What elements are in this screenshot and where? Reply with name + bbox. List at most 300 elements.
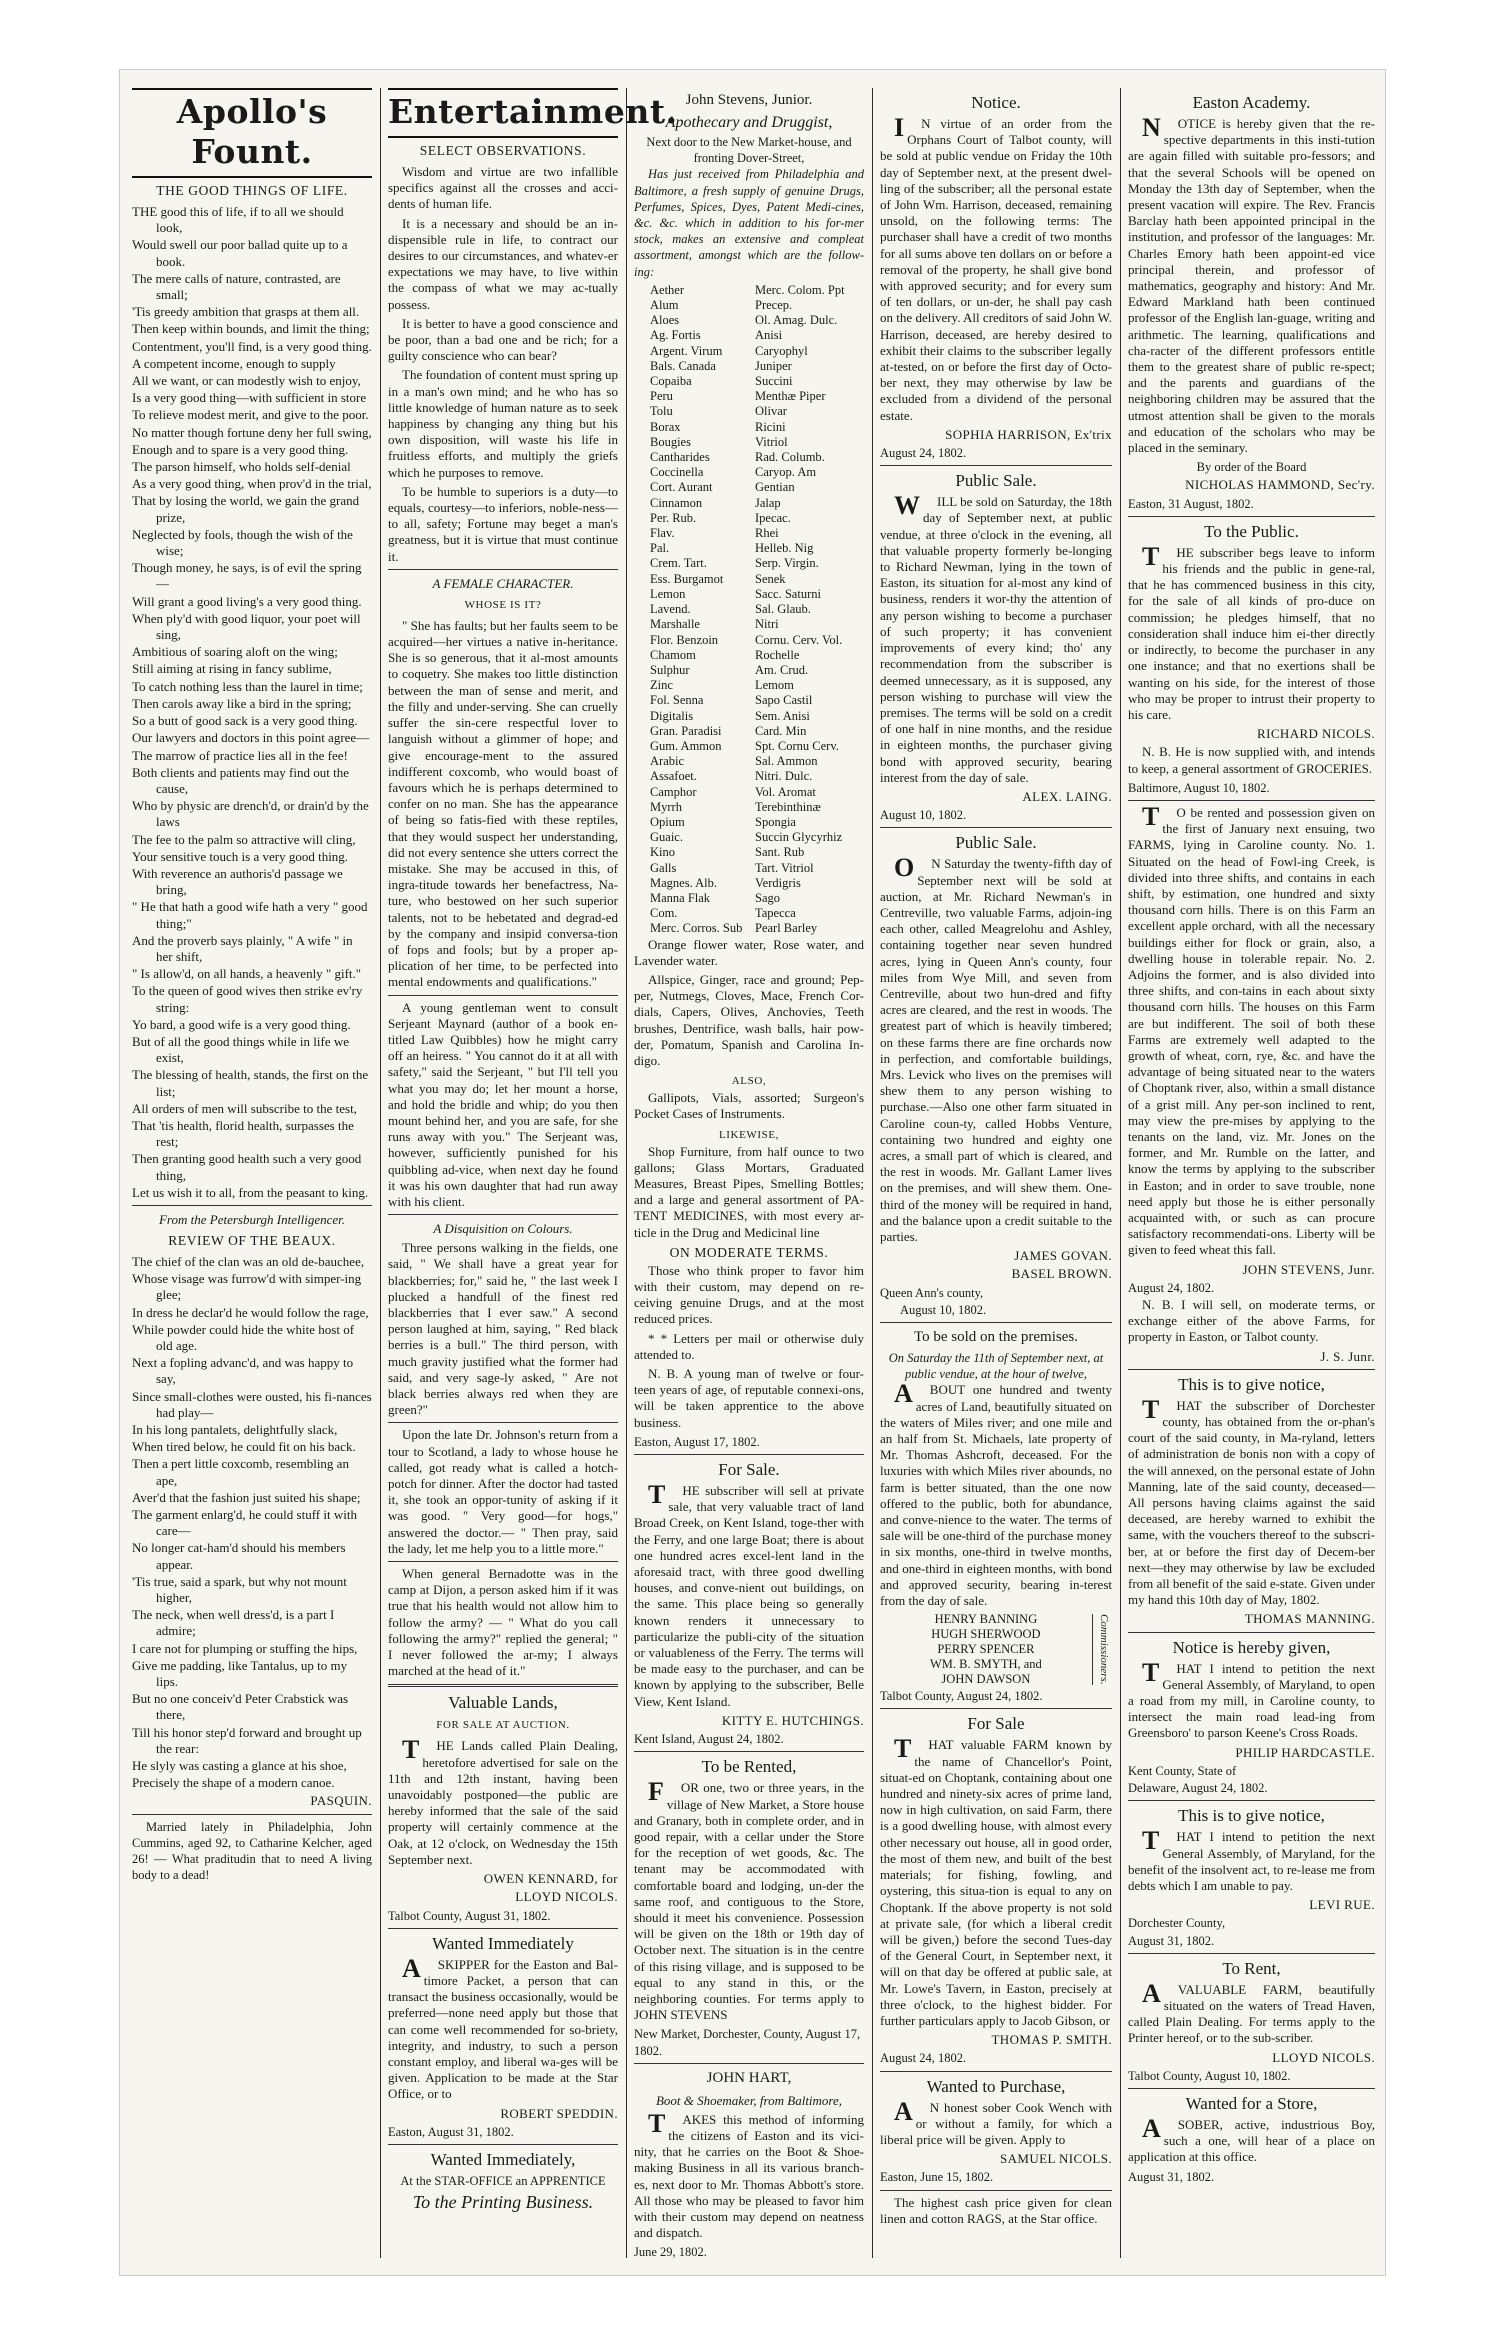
dateline: Easton, August 31, 1802. bbox=[388, 2124, 514, 2139]
drug-item: Rhei bbox=[755, 526, 779, 541]
drug-item: Sago bbox=[755, 890, 780, 905]
drug-item: Jalap bbox=[755, 495, 781, 510]
drug-item: Sacc. Saturni bbox=[755, 586, 821, 601]
ad-body: IN virtue of an order from the Orphans Court of Talbot county, will be sold at public vendue on Friday the 10th day of September next, at the present dwel-ling of the subscriber; all the personal estate of John Wm. Harrison, deceased, remaining unsold, on the following terms: The purchaser shall have a credit of two months for all sums above ten dollars on or before a removal of the property, he shall give bond with approved security; and for every sum of ten dollars, or un-der, he shall pay cash on the delivery. All creditors of said John W. Harrison, deceased, are hereby desired to exhibit their claims to the subscriber legally at-tested, on or before the first day of Octo-ber next, they may otherwise by law be excluded from a dividend of the personal estate. bbox=[880, 113, 1112, 423]
divider bbox=[634, 1454, 864, 1455]
ad-body: ASKIPPER for the Easton and Bal-timore Packet, a person that can transact the business occasionally, would be preferred—none need apply but those that can come well recommended for so-briety, integrity, and industry, to such a person constant employ, and liberal wa-ges will be given. Application to be made at the Star Office, or to bbox=[388, 1953, 618, 2102]
drug-item: Ipecac. bbox=[755, 510, 791, 525]
ad-title: To be sold on the premises. bbox=[914, 1329, 1078, 1346]
poem-line: As a very good thing, when prov'd in the trial, bbox=[132, 476, 372, 492]
drug-item: Com. bbox=[650, 906, 678, 921]
ad-title: To be Rented, bbox=[701, 1757, 797, 1777]
drug-item: Vitriol bbox=[755, 434, 788, 449]
commissioners-label: Commissioners. bbox=[1092, 1614, 1112, 1685]
divider bbox=[634, 1751, 864, 1752]
dateline: New Market, Dorchester, County, August 17, 1802. bbox=[634, 2027, 861, 2058]
ad-title: This is to give notice, bbox=[1178, 1806, 1325, 1826]
masthead-entertainment: Entertainment. bbox=[388, 88, 618, 138]
dateline: August 31, 1802. bbox=[1128, 1933, 1215, 1948]
drug-item: Sem. Anisi bbox=[755, 708, 810, 723]
drug-item: Gentian bbox=[755, 480, 795, 495]
divider bbox=[1128, 1953, 1375, 1954]
drug-item: Nitri bbox=[755, 617, 779, 632]
ad-body: THE subscriber begs leave to inform his friends and the public in gene-ral, that he has commenced business in this city, for the sale of all kinds of pro-duce on commission; he pledges himself, that no consideration shall induce him ei-ther directly or indirectly, to become the purchaser in any one instance; and that no exertions shall be wanting on his side, for the interest of those who may be proper to intrust their property to his care. bbox=[1128, 541, 1375, 722]
poem-line: The blessing of health, stands, the first on the list; bbox=[132, 1067, 369, 1099]
commissioner-name: HUGH SHERWOOD bbox=[931, 1627, 1041, 1642]
paragraph: It is a necessary and should be an in-dispensible rule in life, to contract our desires to our circumstances, and whatev-er expectations we may have, to live within the compass of what we may ac-tually possess. bbox=[388, 215, 618, 312]
paragraph: N. B. He is now supplied with, and intends to keep, a general assortment of GROCERIES. bbox=[1128, 744, 1375, 776]
signature: RICHARD NICOLS. bbox=[1257, 726, 1375, 742]
drug-item: Assafoet. bbox=[650, 769, 697, 784]
divider bbox=[388, 2144, 618, 2145]
drug-item: Rad. Columb. bbox=[755, 450, 825, 465]
signature: ROBERT SPEDDIN. bbox=[500, 2105, 618, 2121]
divider bbox=[880, 2071, 1112, 2072]
divider bbox=[880, 1322, 1112, 1323]
drug-item: Ol. Amag. Dulc. bbox=[755, 313, 838, 328]
drug-item: Sal. Glaub. bbox=[755, 602, 811, 617]
drug-list-left bbox=[634, 283, 749, 937]
drug-item: Zinc bbox=[650, 678, 673, 693]
drug-item: Gum. Ammon bbox=[650, 738, 722, 753]
poem-line: But of all the good things while in life we exist, bbox=[132, 1033, 349, 1066]
drug-item: Tolu bbox=[650, 404, 673, 419]
divider bbox=[880, 465, 1112, 466]
marriage-notice: Married lately in Philadelphia, John Cummins, aged 92, to Catharine Kelcher, aged 26! — What praditudin that to need A living body to a dead! bbox=[132, 1819, 372, 1883]
poem-line: Next a fopling advanc'd, and was happy to say, bbox=[132, 1355, 354, 1387]
subheading: ON MODERATE TERMS. bbox=[669, 1244, 829, 1260]
dateline: Easton, August 17, 1802. bbox=[634, 1434, 760, 1449]
address-line: fronting Dover-Street, bbox=[693, 151, 805, 166]
signature: PASQUIN. bbox=[310, 1793, 372, 1809]
drug-item: Argent. Virum bbox=[650, 343, 723, 358]
poem-line: Your sensitive touch is a very good thing. bbox=[132, 848, 349, 864]
drug-item: Senek bbox=[755, 571, 786, 586]
review-poem bbox=[132, 1254, 372, 1792]
paragraph: The foundation of content must spring up in a man's own mind; and he who has so little knowledge of human nature as to seek happiness by changing any thing but his own disposition, will waste his life in fruitless efforts, and multiply the griefs which he purposes to remove. bbox=[388, 367, 618, 480]
drug-item: Am. Crud. bbox=[755, 662, 809, 677]
drug-item: Pal. bbox=[650, 541, 670, 556]
commissioner-name: PERRY SPENCER bbox=[937, 1642, 1035, 1657]
poem-line: That 'tis health, florid health, surpasses the rest; bbox=[132, 1117, 354, 1150]
drug-item: Caryop. Am bbox=[755, 465, 817, 480]
commissioner-name: WM. B. SMYTH, and bbox=[929, 1657, 1042, 1672]
drug-item: Precep. bbox=[755, 298, 793, 313]
ad-body: THE subscriber will sell at private sale, that very valuable tract of land Broad Creek, on Kent Island, toge-ther with the Ferry, and one large Boat; there is about one hundred acres excel-lent land in the aforesaid tract, with three good dwelling houses, and conve-nient out buildings, on the same. This place being so generally known renders it unnecessary to particularize the publi-city of the situation or valuableness of the Ferry. The terms will be made easy to the purchaser, and can be known by applying to the subscriber, Belle View, Kent Island. bbox=[634, 1480, 864, 1709]
drug-item: Cornu. Cerv. Vol. bbox=[755, 632, 843, 647]
poem-line: To the queen of good wives then strike ev'ry string: bbox=[132, 983, 363, 1015]
subheading: LIKEWISE, bbox=[718, 1128, 780, 1141]
poem-line: Contentment, you'll find, is a very good thing. bbox=[132, 338, 372, 354]
signature: THOMAS P. SMITH. bbox=[991, 2032, 1112, 2048]
ad-body: ON Saturday the twenty-fifth day of September next will be sold at auction, at Mr. Richard Newman's in Centreville, two valuable Farms, adjoin-ing each other, called Meagrelohu and Ashley, containing together near seven hundred acres, lying in Queen Ann's county, four miles from Wye Mill, and seven from Centreville, about two hun-dred and fifty acres are cleared, and the rest in woods. The greatest part of which is heavily timbered; on these farms there are fine orchards now in perfection, and comfortable buildings, Mrs. Levick who lives on the premises will shew them to any person wishing to purchase.—Also one other farm situated in Caroline coun-ty, called Hobbs Venture, containing two hundred and eighty one acres, a small part of which is cleared, and the rest in woods. Mr. Gallant Lamer lives on the premises, and will shew them. One-third of the money will be required in hand, and the balance upon a credit suitable to the parties. bbox=[880, 853, 1112, 1244]
signature: PHILIP HARDCASTLE. bbox=[1235, 1744, 1375, 1760]
poem-line: Then keep within bounds, and limit the thing; bbox=[132, 321, 370, 337]
section-title: SELECT OBSERVATIONS. bbox=[419, 143, 587, 158]
poem-line: No longer cat-ham'd should his members appear. bbox=[132, 1540, 346, 1572]
ad-body: AN honest sober Cook Wench with or without a family, for which a liberal price will be given. Apply to bbox=[880, 2096, 1112, 2147]
divider bbox=[132, 1814, 372, 1815]
paragraph: N. B. A young man of twelve or four-teen years of age, of reputable connexi-ons, will be taken apprentice to the above business. bbox=[634, 1366, 864, 1430]
dateline: August 31, 1802. bbox=[1128, 2169, 1215, 2184]
ad-body: THAT I intend to petition the next General Assembly, of Maryland, to open a road from my mill, in Caroline county, to intersect the main road lead-ing from Greensboro' to parson Keene's Cross Roads. bbox=[1128, 1657, 1375, 1741]
poem-line: I care not for plumping or stuffing the hips, bbox=[132, 1640, 358, 1656]
ad-body: FOR one, two or three years, in the village of New Market, a Store house and Granary, both in complete order, and in good repair, with a cellar under the Store for the reception of wet goods, &c. The tenant may be accommodated with comfortable board and lodging, un-der the same roof, and contiguous to the Store, should it meet his convenience. Possession will be given on the 18th or 19th day of October next. The situation is in the centre of this rising village, and is supposed to be equal to any stand in this, or the neighboring counties. For terms apply to JOHN STEVENS bbox=[634, 1777, 864, 2023]
ad-subtitle: On Saturday the 11th of September next, at public vendue, at the hour of twelve, bbox=[888, 1351, 1104, 1382]
poem-line: Would swell our poor ballad quite up to a book. bbox=[132, 237, 348, 269]
drug-item: Ag. Fortis bbox=[650, 328, 701, 343]
drug-item: Cinnamon bbox=[650, 495, 703, 510]
paragraph: A young gentleman went to consult Serjeant Maynard (author of a book en-titled Law Quibbles) how he might carry off an heiress. " You cannot do it at all with safety," said the Serjeant, " but I'll tell you what you may do; let her mount a horse, and hold the bridle and whip; do you then mount behind her, and you are safe, for she runs away with you." The Serjeant was, however, sufficiently punished for his quibbling ad-vice, when next day he found it was his own daughter that had run away with his client. bbox=[388, 999, 618, 1209]
dateline: Easton, 31 August, 1802. bbox=[1128, 496, 1254, 511]
drug-item: Sant. Rub bbox=[755, 845, 805, 860]
poem-line: He slyly was casting a glance at his shoe, bbox=[132, 1758, 347, 1774]
drug-item: Borax bbox=[650, 419, 681, 434]
ad-title: Wanted for a Store, bbox=[1185, 2093, 1318, 2113]
signature: SOPHIA HARRISON, Ex'trix bbox=[945, 426, 1112, 442]
poem-line: Then granting good health such a very good thing, bbox=[132, 1151, 362, 1183]
drug-item: Merc. Corros. Sub bbox=[650, 921, 743, 936]
drug-item: Kino bbox=[650, 845, 675, 860]
poem-line: All we want, or can modestly wish to enjoy, bbox=[132, 373, 361, 389]
column-apothecary bbox=[634, 88, 864, 2258]
divider bbox=[634, 2063, 864, 2064]
poem-line: Ambitious of soaring aloft on the wing; bbox=[132, 644, 338, 660]
drug-item: Juniper bbox=[755, 358, 792, 373]
divider bbox=[388, 569, 618, 570]
drug-item: Chamom bbox=[650, 647, 696, 662]
ad-body: NOTICE is hereby given that the re-spective departments in this insti-tution are again filled with suitable pro-fessors; and that the several Schools will be opened on Monday the 13th day of September, when the present vacation will expire. The Rev. Francis Barclay hath been appointed principal in the institution, and professor of the languages: Mr. Charles Emory hath been appoint-ed vice principal therein, and professor of mathematics, geography and history: And Mr. Edward Markland hath been continued professor of the English lan-guage, writing and arithmetic. The learning, qualifications and cha-racter of the different professors entitle them to the greatest share of public re-spect; and the parents and guardians of the neighboring children may be assured that the utmost attention shall be given to the morals and education of the scholars who may be placed in the seminary. bbox=[1128, 113, 1375, 456]
poem-line: So a butt of good sack is a very good thing. bbox=[132, 713, 358, 729]
drug-item: Nitri. Dulc. bbox=[755, 769, 813, 784]
commissioner-name: JOHN DAWSON bbox=[941, 1672, 1031, 1687]
poem-line: That by losing the world, we gain the grand prize, bbox=[132, 493, 360, 525]
drug-item: Merc. Colom. Ppt bbox=[755, 282, 845, 297]
poem-line: With reverence an authoris'd passage we bring, bbox=[132, 865, 343, 898]
dateline: Talbot County, August 24, 1802. bbox=[880, 1689, 1043, 1704]
ad-body: ASOBER, active, industrious Boy, such a one, will hear of a place on application at this office. bbox=[1128, 2113, 1375, 2165]
dateline: Talbot County, August 10, 1802. bbox=[1128, 2068, 1291, 2083]
commissioners-names bbox=[880, 1612, 1092, 1687]
drug-item: Lemom bbox=[755, 678, 794, 693]
paragraph: It is better to have a good conscience and be poor, than a bad one and be rich; for a guilty conscience who can bear? bbox=[388, 315, 618, 364]
subheading: ALSO, bbox=[731, 1075, 767, 1088]
drug-item: Aloes bbox=[650, 313, 680, 328]
divider bbox=[388, 995, 618, 996]
ad-title: Wanted to Purchase, bbox=[926, 2076, 1066, 2096]
poem-line: But no one conceiv'd Peter Crabstick was there, bbox=[132, 1691, 349, 1723]
drug-item: Tapecca bbox=[755, 906, 796, 921]
drug-item: Coccinella bbox=[650, 465, 704, 480]
signature: J. S. Junr. bbox=[1320, 1348, 1375, 1364]
ad-title: For Sale. bbox=[718, 1460, 780, 1480]
drug-item: Marshalle bbox=[650, 617, 700, 632]
ad-title: Valuable Lands, bbox=[448, 1693, 558, 1713]
ad-title: Wanted Immediately, bbox=[430, 2149, 576, 2169]
ad-title: Notice is hereby given, bbox=[1172, 1637, 1331, 1657]
drug-item: Rochelle bbox=[755, 647, 800, 662]
masthead-apollos-fount: Apollo's Fount. bbox=[132, 88, 372, 178]
poem-line: To relieve modest merit, and give to the poor. bbox=[132, 407, 369, 423]
ad-subtitle: Boot & Shoemaker, from Baltimore, bbox=[655, 2092, 843, 2108]
drug-item: Sulphur bbox=[650, 662, 690, 677]
ad-body: AVALUABLE FARM, beautifully situated on the waters of Tread Haven, called Plain Dealing. For terms apply to the Printer hereof, or to the sub-scriber. bbox=[1128, 1978, 1375, 2046]
poem-line: Then a pert little coxcomb, resembling an ape, bbox=[132, 1456, 349, 1488]
poem-line: Both clients and patients may find out the cause, bbox=[132, 764, 349, 796]
poem-line: Precisely the shape of a modern canoe. bbox=[132, 1775, 335, 1791]
drug-item: Succin Glycyrhiz bbox=[755, 830, 843, 845]
drug-item: Magnes. Alb. bbox=[650, 875, 718, 890]
poem-line: A competent income, enough to supply bbox=[132, 355, 336, 371]
column-rule bbox=[380, 88, 381, 2258]
ad-title: Easton Academy. bbox=[1192, 93, 1311, 112]
poem-line: Then carols away like a bird in the spring; bbox=[132, 695, 352, 711]
poem-line: Neglected by fools, though the wish of the wise; bbox=[132, 526, 353, 559]
drug-item: Flav. bbox=[650, 526, 675, 541]
paragraph: When general Bernadotte was in the camp at Dijon, a person asked him if it was true that his health would not allow him to follow the army? — " What do you call following the army?" replied the general; " I never followed the ar-my; I always marched at the head of it." bbox=[388, 1566, 618, 1679]
paragraph: The highest cash price given for clean linen and cotton RAGS, at the Star office. bbox=[880, 2194, 1112, 2226]
dateline: August 10, 1802. bbox=[880, 808, 967, 823]
poem-line: When tired below, he could fit on his back. bbox=[132, 1439, 356, 1455]
ad-title: Public Sale. bbox=[955, 471, 1037, 491]
poem-line: THE good this of life, if to all we should look, bbox=[132, 204, 344, 236]
signature: SAMUEL NICOLS. bbox=[999, 2151, 1112, 2167]
ad-body: WILL be sold on Saturday, the 18th day of September next, at public vendue, at three o'clock in the evening, all that valuable property formerly be-longing to Richard Newman, lying in the town of Easton, its situation for al-most any kind of business, renders it wor-thy the attention of any person wishing to become a purchaser of such property; it has convenient improvements of every kind; tho' any recommendation from the subscriber is deemed unnecessary, as it is supposed, any person wishing to purchase will view the premises. The terms will be sold on a credit of one half in nine months, and the residue in eighteen months, the purchaser giving bond with approved security, bearing interest from the day of sale. bbox=[880, 491, 1112, 785]
signature: LEVI RUE. bbox=[1309, 1897, 1375, 1913]
divider bbox=[388, 1684, 618, 1687]
column-rule bbox=[1120, 88, 1121, 2258]
newspaper-page bbox=[120, 70, 1385, 2275]
poem-line: No matter though fortune deny her full swing, bbox=[132, 424, 372, 440]
ad-title: To Rent, bbox=[1222, 1958, 1281, 1978]
ad-body: THAT I intend to petition the next General Assembly, of Maryland, for the benefit of the insolvent act, to re-lease me from debts which I am unable to pay. bbox=[1128, 1826, 1375, 1893]
drug-item: Cantharides bbox=[650, 450, 710, 465]
poem-line: The garment enlarg'd, he could stuff it with care— bbox=[132, 1507, 357, 1539]
ad-body: ABOUT one hundred and twenty acres of Land, beautifully situated on the waters of Miles river; and one mile and an half from St. Michaels, late property of Mr. Thomas Ashcroft, deceased. For the luxuries with which Miles river abounds, no farm is better situated, than the one now offered to the public, both for abundance, and conve-nience to the water. The terms of sale will be one-third of the purchase money in six months, one-third in twelve months, and one-third in eighteen months, with bond and approved security, bearing in-terest from the day of sale. bbox=[880, 1379, 1112, 1609]
ad-line: At the STAR-OFFICE an APPRENTICE bbox=[400, 2173, 606, 2188]
poem-line: All orders of men will subscribe to the test, bbox=[132, 1100, 357, 1116]
dateline: August 24, 1802. bbox=[1128, 1280, 1215, 1295]
drug-item: Vol. Aromat bbox=[755, 784, 816, 799]
drug-item: Digitalis bbox=[650, 708, 694, 723]
poem-line: Yo bard, a good wife is a very good thing. bbox=[132, 1016, 351, 1032]
column-rule bbox=[626, 88, 627, 2258]
dateline: August 24, 1802. bbox=[880, 2051, 967, 2066]
drug-item: Fol. Senna bbox=[650, 693, 704, 708]
address-line: Next door to the New Market-house, and bbox=[646, 135, 852, 149]
poem-line: Our lawyers and doctors in this point agree— bbox=[132, 730, 370, 746]
ad-title: Apothecary and Druggist, bbox=[665, 114, 833, 131]
ad-intro: Has just received from Philadelphia and Baltimore, a fresh supply of genuine Drugs, Perfumes, Spices, Dyes, Patent Medi-cines, &c. &c. which in addition to his for-mer stock, makes an extensive and compleat assortment, amongst which are the follow-ing: bbox=[634, 167, 864, 279]
drug-item: Gran. Paradisi bbox=[650, 723, 722, 738]
ad-body: THE Lands called Plain Dealing, heretofore advertised for sale on the 11th and 12th instant, having been unavoidably postponed—the public are hereby informed that the sale of the said property will certainly commence at the Oak, at 12 o'clock, on Wednesday the 15th September next. bbox=[388, 1735, 618, 1867]
drug-item: Flor. Benzoin bbox=[650, 632, 719, 647]
drug-item: Bougies bbox=[650, 434, 691, 449]
poem-line: The mere calls of nature, contrasted, are small; bbox=[132, 270, 341, 303]
signature: NICHOLAS HAMMOND, Sec'ry. bbox=[1185, 477, 1375, 493]
drug-item: Anisi bbox=[755, 328, 783, 343]
drug-item: Crem. Tart. bbox=[650, 556, 707, 571]
poem-line: " He that hath a good wife hath a very " good thing;" bbox=[132, 899, 368, 931]
poem-line: Still aiming at rising in fancy sublime, bbox=[132, 661, 332, 677]
poem-line: 'Tis true, said a spark, but why not mount higher, bbox=[132, 1573, 347, 1606]
commissioners-block bbox=[880, 1612, 1112, 1687]
drug-item: Caryophyl bbox=[755, 343, 808, 358]
drug-list-right bbox=[749, 283, 864, 937]
poem-line: The chief of the clan was an old de-bauchee, bbox=[132, 1253, 365, 1269]
signature: OWEN KENNARD, for bbox=[483, 1871, 618, 1887]
drug-item: Ess. Burgamot bbox=[650, 571, 724, 586]
dateline: Queen Ann's county, bbox=[880, 1285, 984, 1300]
poem-line: Enough and to spare is a very good thing. bbox=[132, 441, 349, 457]
drug-list bbox=[634, 283, 864, 937]
drug-item: Ricini bbox=[755, 419, 786, 434]
signature: KITTY E. HUTCHINGS. bbox=[721, 1712, 864, 1728]
paragraph: To be humble to superiors is a duty—to equals, courtesy—to inferiors, noble-ness—to all, safety; Fortune may beget a man's greatness, but it is virtue that must continue it. bbox=[388, 483, 618, 564]
ad-line-large: To the Printing Business. bbox=[412, 2192, 594, 2213]
divider bbox=[880, 1708, 1112, 1709]
poem-line: 'Tis greedy ambition that grasps at them all. bbox=[132, 304, 360, 320]
divider bbox=[132, 1205, 372, 1206]
poem-line: Since small-clothes were ousted, his fi-nances had play— bbox=[132, 1388, 372, 1420]
poem-line: To catch nothing less than the laurel in time; bbox=[132, 678, 363, 694]
divider bbox=[1128, 1632, 1375, 1633]
poem-line: In his long pantalets, delightfully slack, bbox=[132, 1422, 338, 1438]
drug-item: Opium bbox=[650, 814, 685, 829]
drug-item: Terebinthinæ bbox=[755, 799, 821, 814]
poem-line: In dress he declar'd he would follow the rage, bbox=[132, 1304, 369, 1320]
drug-item: Lemon bbox=[650, 586, 686, 601]
drug-item: Serp. Virgin. bbox=[755, 556, 819, 571]
dateline: Kent County, State of bbox=[1128, 1763, 1237, 1778]
ad-title: Public Sale. bbox=[955, 833, 1037, 853]
divider bbox=[880, 827, 1112, 828]
drug-item: Card. Min bbox=[755, 723, 807, 738]
paragraph: * * Letters per mail or otherwise duly attended to. bbox=[634, 1330, 864, 1362]
dateline: August 24, 1802. bbox=[880, 446, 967, 461]
divider bbox=[388, 1561, 618, 1562]
poem-line: When ply'd with good liquor, your poet will sing, bbox=[132, 610, 361, 643]
paragraph: Allspice, Ginger, race and ground; Pep-per, Nutmegs, Cloves, Mace, French Cor-dials, Capers, Olives, Anchovies, Teeth brushes, Dentrifice, wash balls, hair pow-der, Pomatum, Spanish and Carolina In-digo. bbox=[634, 971, 864, 1068]
signature: THOMAS MANNING. bbox=[1244, 1611, 1375, 1627]
article-title: A Disquisition on Colours. bbox=[433, 1221, 573, 1237]
paragraph: Orange flower water, Rose water, and Lavender water. bbox=[634, 936, 864, 968]
drug-item: Cort. Aurant bbox=[650, 480, 713, 495]
dateline: Talbot County, August 31, 1802. bbox=[388, 1908, 551, 1923]
poem-line: Give me padding, like Tantalus, up to my lips. bbox=[132, 1657, 348, 1690]
divider bbox=[880, 2190, 1112, 2191]
divider bbox=[1128, 800, 1375, 801]
drug-item: Sapo Castil bbox=[755, 693, 813, 708]
ad-title: Wanted Immediately bbox=[432, 1933, 574, 1953]
divider bbox=[1128, 2088, 1375, 2089]
poem-title: THE GOOD THINGS OF LIFE. bbox=[156, 183, 348, 198]
ad-title: This is to give notice, bbox=[1178, 1374, 1325, 1394]
source-line: From the Petersburgh Intelligencer. bbox=[158, 1211, 346, 1227]
drug-item: Myrrh bbox=[650, 799, 682, 814]
drug-item: Copaiba bbox=[650, 374, 692, 389]
drug-item: Spt. Cornu Cerv. bbox=[755, 738, 839, 753]
paragraph: Wisdom and virtue are two infallible specifics against all the crosses and acci-dents of human life. bbox=[388, 164, 618, 212]
drug-item: Alum bbox=[650, 298, 679, 313]
drug-item: Menthæ Piper bbox=[755, 389, 826, 404]
poem-line: The neck, when well dress'd, is a part I admire; bbox=[132, 1607, 335, 1639]
dateline: August 10, 1802. bbox=[900, 1302, 987, 1317]
drug-item: Arabic bbox=[650, 754, 685, 769]
poem-line: The parson himself, who holds self-denial bbox=[132, 459, 351, 475]
drug-item: Olivar bbox=[755, 404, 787, 419]
paragraph: Shop Furniture, from half ounce to two gallons; Glass Mortars, Graduated Measures, Breast Pipes, Smelling Bottles; and a large and general assortment of PA-TENT MEDICINES, with most every ar-ticle in the Drug and Medicinal line bbox=[634, 1143, 864, 1240]
poem-line: Who by physic are drench'd, or drain'd by the laws bbox=[132, 798, 369, 830]
signature: LLOYD NICOLS. bbox=[515, 1889, 618, 1905]
ad-body: TO be rented and possession given on the first of January next ensuing, two FARMS, lying in Caroline county. No. 1. Situated on the head of Fowl-ing Creek, is divided into three shifts, and contains in each shift, by estimation, one hundred and sixty thousand corn hills. There is on this Farm an excellent apple orchard, with all the necessary buildings either for flock or grain, also, a dwelling house in tolerable repair. No. 2. Adjoins the former, and is also divided into three shifts, and con-tains in each about sixty thousand corn hills. The houses on this Farm are but indifferent. The soil of both these Farms are extremely well adapted to the growth of wheat, corn, rye, &c. and have the advantage of being situated near to the waters of Choptank river, also, within a small distance of a grist mill. Any per-son inclined to rent, may view the pre-mises by applying to the tenants on the land, viz. Mr. Jones on the former, and Mr. Rumble on the latter, and know the terms by applying to the subscriber in Easton; and in order to save trouble, none need apply but those he is either personally acquainted with, or such as can procure satisfactory recommendati-ons. Liberty will be given to feed wheat this fall. bbox=[1128, 801, 1375, 1258]
divider bbox=[1128, 1369, 1375, 1370]
poem-line: The fee to the palm so attractive will cling, bbox=[132, 831, 356, 847]
ad-body: TAKES this method of informing the citizens of Easton and its vici-nity, that he carries on the Boot & Shoe-making Business in all its various branch-es, next door to Mr. Thomas Abbott's store. All those who may be pleased to favor him with their custom may depend on neatness and dispatch. bbox=[634, 2108, 864, 2241]
divider bbox=[388, 1928, 618, 1929]
paragraph: Upon the late Dr. Johnson's return from a tour to Scotland, a lady to whose house he called, got ready what is called a hotch-potch for dinner. After the doctor had tasted it, she took an oppor-tunity of asking if it was good. " Very good—for hogs," answered the doctor.— " Then pray, said the lady, let me help you to a little more." bbox=[388, 1427, 618, 1556]
paragraph: Three persons walking in the fields, one said, " We shall have a great year for blackberries; for," said he, " the last week I plucked a handfull of the finest red blackberries that I ever saw." A second person laughed at him, saying, " Red black berries is a bull." The third person, with much gravity justified what the former had said, and very sage-ly asked, " Are not black berries always red when they are green?" bbox=[388, 1240, 618, 1418]
drug-item: Sal. Ammon bbox=[755, 754, 818, 769]
drug-item: Camphor bbox=[650, 784, 697, 799]
signature: JAMES GOVAN. bbox=[1014, 1248, 1112, 1264]
review-title: REVIEW OF THE BEAUX. bbox=[168, 1232, 336, 1248]
signature: LLOYD NICOLS. bbox=[1272, 2049, 1375, 2065]
signature: ALEX. LAING. bbox=[1022, 788, 1112, 804]
paragraph: " She has faults; but her faults seem to be acquired—her virtues a native in-heritance. She is so generous, that it al-most amounts to coquetry. She makes too little distinction between the man of sense and merit, and the filly and under-serving. She can cruelly suffer the sin-cere respectful lover to languish without a glimmer of hope; and give encourage-ment to the assured indifferent coxcomb, who would boast of favours which he is perhaps determined to confer on no man. She has the appearance of being so fatis-fied with these reptiles, that they would suspect her understanding, did not every sentence she utters correct the mistake. She may be accused in this, of ingra-titude towards her benefactress, Na-ture, who bestowed on her such superior talents, not to be hebetated and degrad-ed by the company and insipid conversa-tion of fops and fools; but by a proper ap-plication of her time, to be perfected into mental endowments and qualifications." bbox=[388, 617, 618, 990]
poem-line: While powder could hide the white host of old age. bbox=[132, 1321, 355, 1353]
divider bbox=[388, 1422, 618, 1423]
column-rule bbox=[872, 88, 873, 2258]
divider bbox=[388, 1214, 618, 1215]
dateline: Kent Island, August 24, 1802. bbox=[634, 1732, 784, 1747]
paragraph: Gallipots, Vials, assorted; Surgeon's Pocket Cases of Instruments. bbox=[634, 1090, 864, 1122]
ad-title: For Sale bbox=[967, 1714, 1025, 1734]
dateline: Dorchester County, bbox=[1128, 1916, 1226, 1931]
drug-item: Per. Rub. bbox=[650, 510, 697, 525]
ad-title: Notice. bbox=[971, 93, 1021, 112]
signature: BASEL BROWN. bbox=[1011, 1266, 1112, 1282]
drug-item: Manna Flak bbox=[650, 890, 711, 905]
signature: JOHN STEVENS, Junr. bbox=[1242, 1261, 1375, 1277]
paragraph: N. B. I will sell, on moderate terms, or exchange either of the above Farms, for property in Easton, or Talbot county. bbox=[1128, 1297, 1375, 1345]
poem-line: And the proverb says plainly, " A wife " in her shift, bbox=[132, 932, 353, 964]
poem-line: Till his honor step'd forward and brought up the rear: bbox=[132, 1724, 362, 1756]
poem bbox=[132, 204, 372, 1201]
divider bbox=[1128, 516, 1375, 517]
ad-subtitle: FOR SALE AT AUCTION. bbox=[436, 1719, 570, 1732]
poem-line: Though money, he says, is of evil the spring— bbox=[132, 560, 362, 592]
article-subtitle: WHOSE IS IT? bbox=[464, 598, 542, 611]
drug-item: Tart. Vitriol bbox=[755, 860, 814, 875]
drug-item: Succini bbox=[755, 374, 793, 389]
ad-title: To the Public. bbox=[1204, 521, 1299, 541]
drug-item: Spongia bbox=[755, 814, 796, 829]
column-academy bbox=[1128, 88, 1375, 2258]
drug-item: Lavend. bbox=[650, 602, 691, 617]
ad-line: By order of the Board bbox=[1196, 460, 1307, 475]
dateline: Easton, June 15, 1802. bbox=[880, 2170, 994, 2185]
paragraph: Those who think proper to favor him with their custom, may depend on re-ceiving genuine Drugs, and at the most reduced prices. bbox=[634, 1262, 864, 1327]
dateline: Baltimore, August 10, 1802. bbox=[1128, 780, 1270, 795]
ad-body: THAT valuable FARM known by the name of Chancellor's Point, situat-ed on Choptank, containing about one hundred and ninety-six acres of prime land, now in high cultivation, on said Farm, there is a good dwelling house, with almost every other necessary out house, all in good order, the most of them new, and built of the best materials; for fishing, fowling, and oystering, this situa-tion is equal to any on Choptank. If the above property is not sold at private sale, (for which a liberal credit will be given,) before the second Tues-day of the General Court, in September next, it will on that day be offered at public sale, at Mr. Lowe's Tavern, in Easton, precisely at three o'clock, to the highest bidder. For further particulars apply to Jacob Gibson, or bbox=[880, 1734, 1112, 2028]
drug-item: Verdigris bbox=[755, 875, 801, 890]
ad-name: John Stevens, Junior. bbox=[685, 92, 813, 108]
column-notices bbox=[880, 88, 1112, 2258]
poem-line: Is a very good thing—with sufficient in store bbox=[132, 390, 367, 406]
poem-line: Let us wish it to all, from the peasant to king. bbox=[132, 1184, 369, 1200]
column-poetry bbox=[132, 88, 372, 2258]
